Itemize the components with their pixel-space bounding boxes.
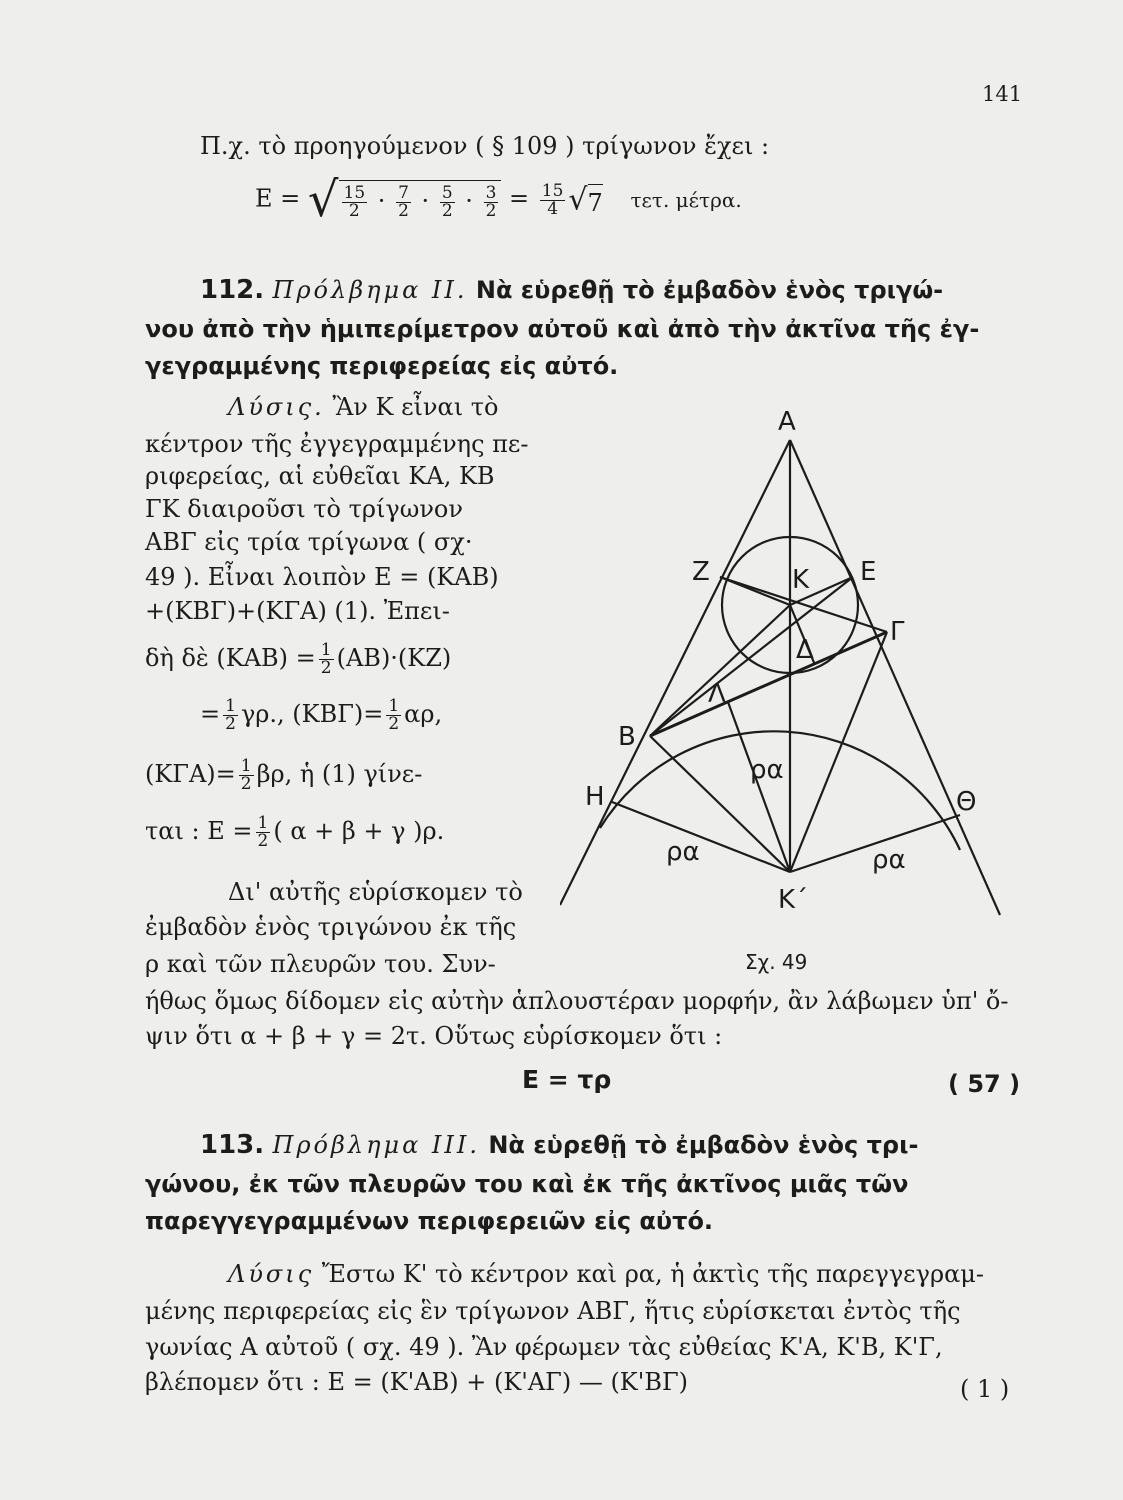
line-eb [650,577,853,736]
example-intro: Π.χ. τὸ προηγούμενον ( § 109 ) τρίγωνον ἔχει : [200,132,770,160]
formula-57-number: ( 57 ) [948,1070,1021,1098]
solution-line: ΓΚ διαιροῦσι τὸ τρίγωνον [145,495,463,523]
fraction: $\frac{7}{2}$ [398,183,409,221]
unit: τετ. μέτρα. [630,187,742,212]
page-number: 141 [982,82,1023,106]
solution-113-label: Λύσις [228,1260,315,1288]
label-k: Κ [792,565,810,595]
square-root [308,172,501,228]
equation-kga: (ΚΓΑ)= $\frac{1}{2}$ βρ, ἡ (1) γίνε- [145,756,423,794]
solution-line: 49 ). Εἶναι λοιπὸν Ε = (ΚΑΒ) [145,563,499,591]
result-radicand: 7 [588,184,603,217]
solution-line: +(ΚΒΓ)+(ΚΓΑ) (1). Ἐπει- [145,597,450,625]
solution-line: ριφερείας, αἱ εὐθεῖαι ΚΑ, ΚΒ [145,462,495,490]
problem-112-heading: 112. Πρόλβημα ΙΙ. Νὰ εὑρεθῇ τὸ ἐμβαδὸν ἑνὸς τριγώ- [200,275,944,305]
solution-line: ψιν ὅτι α + β + γ = 2τ. Οὕτως εὑρίσκομεν ὅτι : [145,1022,723,1050]
label-g: Γ [890,617,905,647]
problem-113-heading: 113. Πρόβλημα ΙΙΙ. Νὰ εὑρεθῇ τὸ ἐμβαδὸν ἑνὸς τρι- [200,1130,919,1160]
half-fraction: $\frac{1}{2}$ [225,696,236,734]
radical-icon: √ [307,172,339,228]
label-d: Δ [796,635,814,665]
equation-e: ται : Ε = $\frac{1}{2}$ ( α + β + γ )ρ. [145,813,445,851]
label-b: Β [618,722,636,752]
label-th: Θ [956,787,977,817]
problem-113-label: Πρόβλημα ΙΙΙ. [272,1131,480,1159]
solution-line: ΑΒΓ εἰς τρία τρίγωνα ( σχ· [145,528,473,556]
solution-line: ήθως ὅμως δίδομεν εἰς αὐτὴν ἁπλουστέραν μορφήν, ἂν λάβωμεν ὑπ' ὄ- [145,987,1009,1015]
label-ra-right: ρα [872,845,906,875]
side-ab-line [560,440,790,905]
radicand: $\frac{15}{2}$ · $\frac{7}{2}$ · $\frac{5}{2}$ · $\frac{3}{2}$ [339,180,502,220]
half-fraction: $\frac{1}{2}$ [257,813,269,851]
solution-113-equation-number: ( 1 ) [960,1375,1010,1403]
problem-112-label: Πρόλβημα ΙΙ. [272,276,468,304]
problem-112-line: γεγραμμένης περιφερείας εἰς αὐτό. [145,352,619,380]
radical-icon: √ [568,182,588,218]
fraction: $\frac{5}{2}$ [441,183,453,221]
label-h: Η [585,782,605,812]
problem-112-line: νου ἀπὸ τὴν ἡμιπερίμετρον αὐτοῦ καὶ ἀπὸ τὴν ἀκτῖνα τῆς ἐγ- [145,315,980,343]
figure-49 [560,400,1010,950]
formula-57: Ε = τρ [522,1065,612,1094]
equals-sign: = [509,184,530,213]
solution-line: Δι' αὐτῆς εὑρίσκομεν τὸ [228,878,523,906]
radius-kph [612,802,790,872]
label-ra-center: ρα [750,755,784,785]
solution-113-first-line: Λύσις Ἔστω Κ' τὸ κέντρον καὶ ρα, ἡ ἀκτὶς τῆς παρεγγεγραμ- [228,1260,984,1288]
solution-112-first-line: Λύσις. Ἂν Κ εἶναι τὸ [228,393,499,421]
example-formula [255,172,742,228]
label-e: Ε [860,557,877,587]
radius-kz [720,577,790,605]
result-fraction: $\frac{15}{4}$ [541,180,564,219]
solution-113-line: βλέπομεν ὅτι : Ε = (Κ'ΑΒ) + (Κ'ΑΓ) — (Κ'ΒΓ) [145,1368,688,1396]
half-fraction: $\frac{1}{2}$ [240,756,252,794]
figure-caption: Σχ. 49 [745,950,808,974]
radius-kpl [728,702,790,872]
label-kp: Κ΄ [778,885,809,915]
label-z: Ζ [692,557,710,587]
problem-113-line: γώνου, ἐκ τῶν πλευρῶν του καὶ ἐκ τῆς ἀκτῖνος μιᾶς τῶν [145,1170,909,1198]
formula-lhs: Ε = [255,184,301,213]
side-ag-line [790,440,1000,915]
equation-kab: δὴ δὲ (ΚΑΒ) = $\frac{1}{2}$ (ΑΒ)·(ΚΖ) [145,640,452,678]
solution-line: ρ καὶ τῶν πλευρῶν του. Συν- [145,950,496,978]
label-a: Α [778,407,796,437]
fraction: $\frac{3}{2}$ [485,183,497,221]
fraction: $\frac{15}{2}$ [343,183,366,221]
half-fraction: $\frac{1}{2}$ [388,696,400,734]
label-l: Λ [708,679,726,709]
equation-kbg: = $\frac{1}{2}$ γρ., (ΚΒΓ)= $\frac{1}{2}$ αρ, [200,696,443,734]
solution-label: Λύσις. [228,393,325,421]
half-fraction: $\frac{1}{2}$ [320,640,332,678]
solution-113-line: μένης περιφερείας εἰς ἓν τρίγωνον ΑΒΓ, ἥτις εὑρίσκεται ἐντὸς τῆς [145,1297,961,1325]
solution-line: ἐμβαδὸν ἑνὸς τριγώνου ἐκ τῆς [145,913,517,941]
label-ra-left: ρα [666,837,700,867]
solution-line: κέντρον τῆς ἐγγεγραμμένης πε- [145,430,529,458]
solution-113-line: γωνίας Α αὐτοῦ ( σχ. 49 ). Ἂν φέρωμεν τὰς εὐθείας Κ'Α, Κ'Β, Κ'Γ, [145,1333,943,1361]
problem-113-line: παρεγγεγραμμένων περιφερειῶν εἰς αὐτό. [145,1207,714,1235]
